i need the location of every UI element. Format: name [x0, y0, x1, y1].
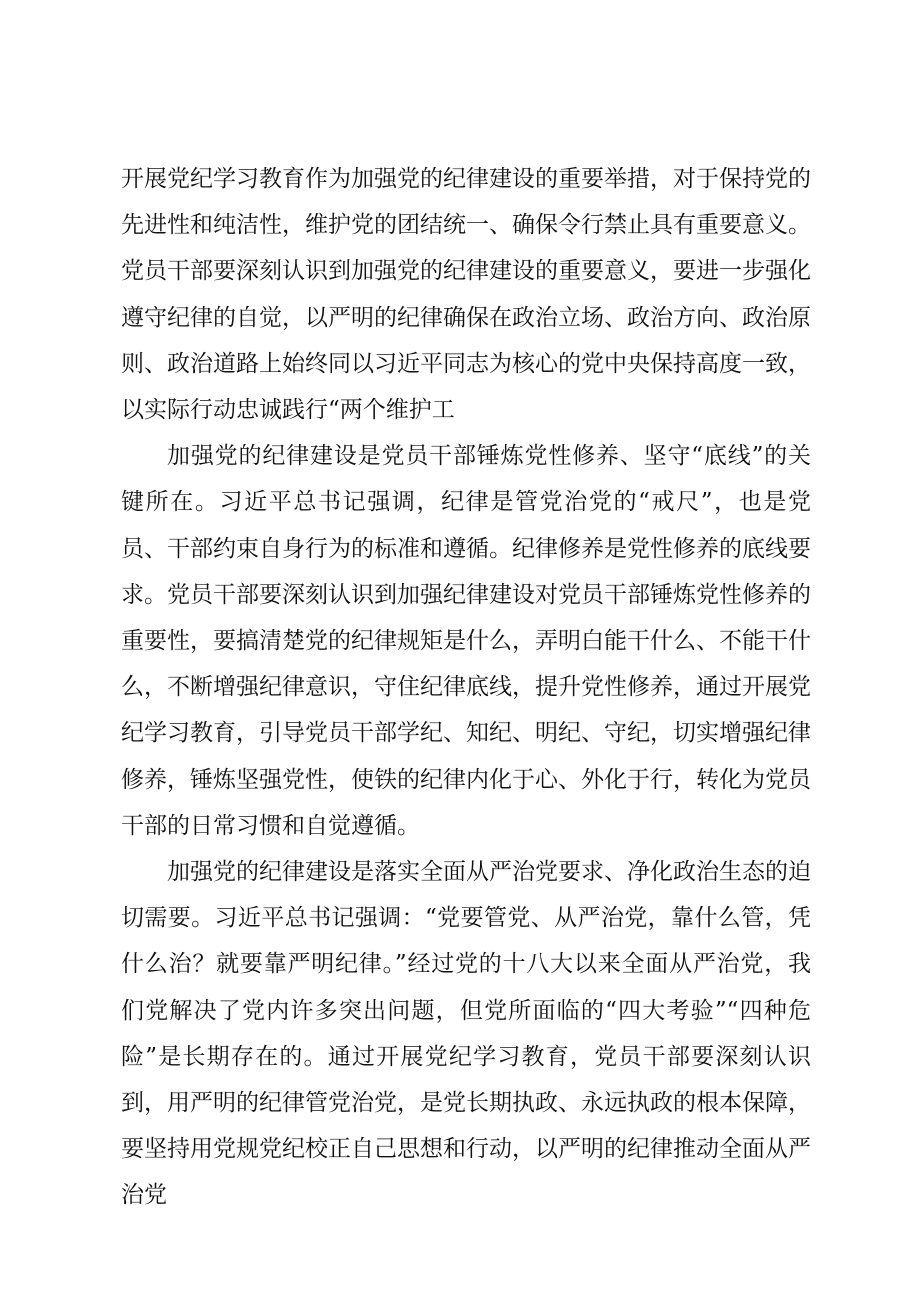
paragraph-1: 开展党纪学习教育作为加强党的纪律建设的重要举措，对于保持党的先进性和纯洁性，维护党的团结统一、确保令行禁止具有重要意义。党员干部要深刻认识到加强党的纪律建设的重要意义，要进一步强化遵守纪律的自觉，以严明的纪律确保在政治立场、政治方向、政治原则、政治道路上始终同以习近平同志为核心的党中央保持高度一致，以实际行动忠诚践行“两个维护工 [121, 166, 811, 424]
paragraph-3: 加强党的纪律建设是落实全面从严治党要求、净化政治生态的迫切需要。习近平总书记强调：“党要管党、从严治党，靠什么管，凭什么治？就要靠严明纪律。”经过党的十八大以来全面从严治党，我们党解决了党内许多突出问题，但党所面临的“四大考验”“四种危险”是长期存在的。通过开展党纪学习教育，党员干部要深刻认识到，用严明的纪律管党治党，是党长期执政、永远执政的根本保障，要坚持用党规党纪校正自己思想和行动，以严明的纪律推动全面从严治党 [121, 859, 811, 1209]
paragraph-2: 加强党的纪律建设是党员干部锤炼党性修养、坚守“底线”的关键所在。习近平总书记强调，纪律是管党治党的“戒尺”，也是党员、干部约束自身行为的标准和遵循。纪律修养是党性修养的底线要求。党员干部要深刻认识到加强纪律建设对党员干部锤炼党性修养的重要性，要搞清楚党的纪律规矩是什么，弄明白能干什么、不能干什么，不断增强纪律意识，守住纪律底线，提升党性修养，通过开展党纪学习教育，引导党员干部学纪、知纪、明纪、守纪，切实增强纪律修养，锤炼坚强党性，使铁的纪律内化于心、外化于行，转化为党员干部的日常习惯和自觉遵循。 [121, 443, 811, 839]
document-body [121, 156, 811, 1219]
